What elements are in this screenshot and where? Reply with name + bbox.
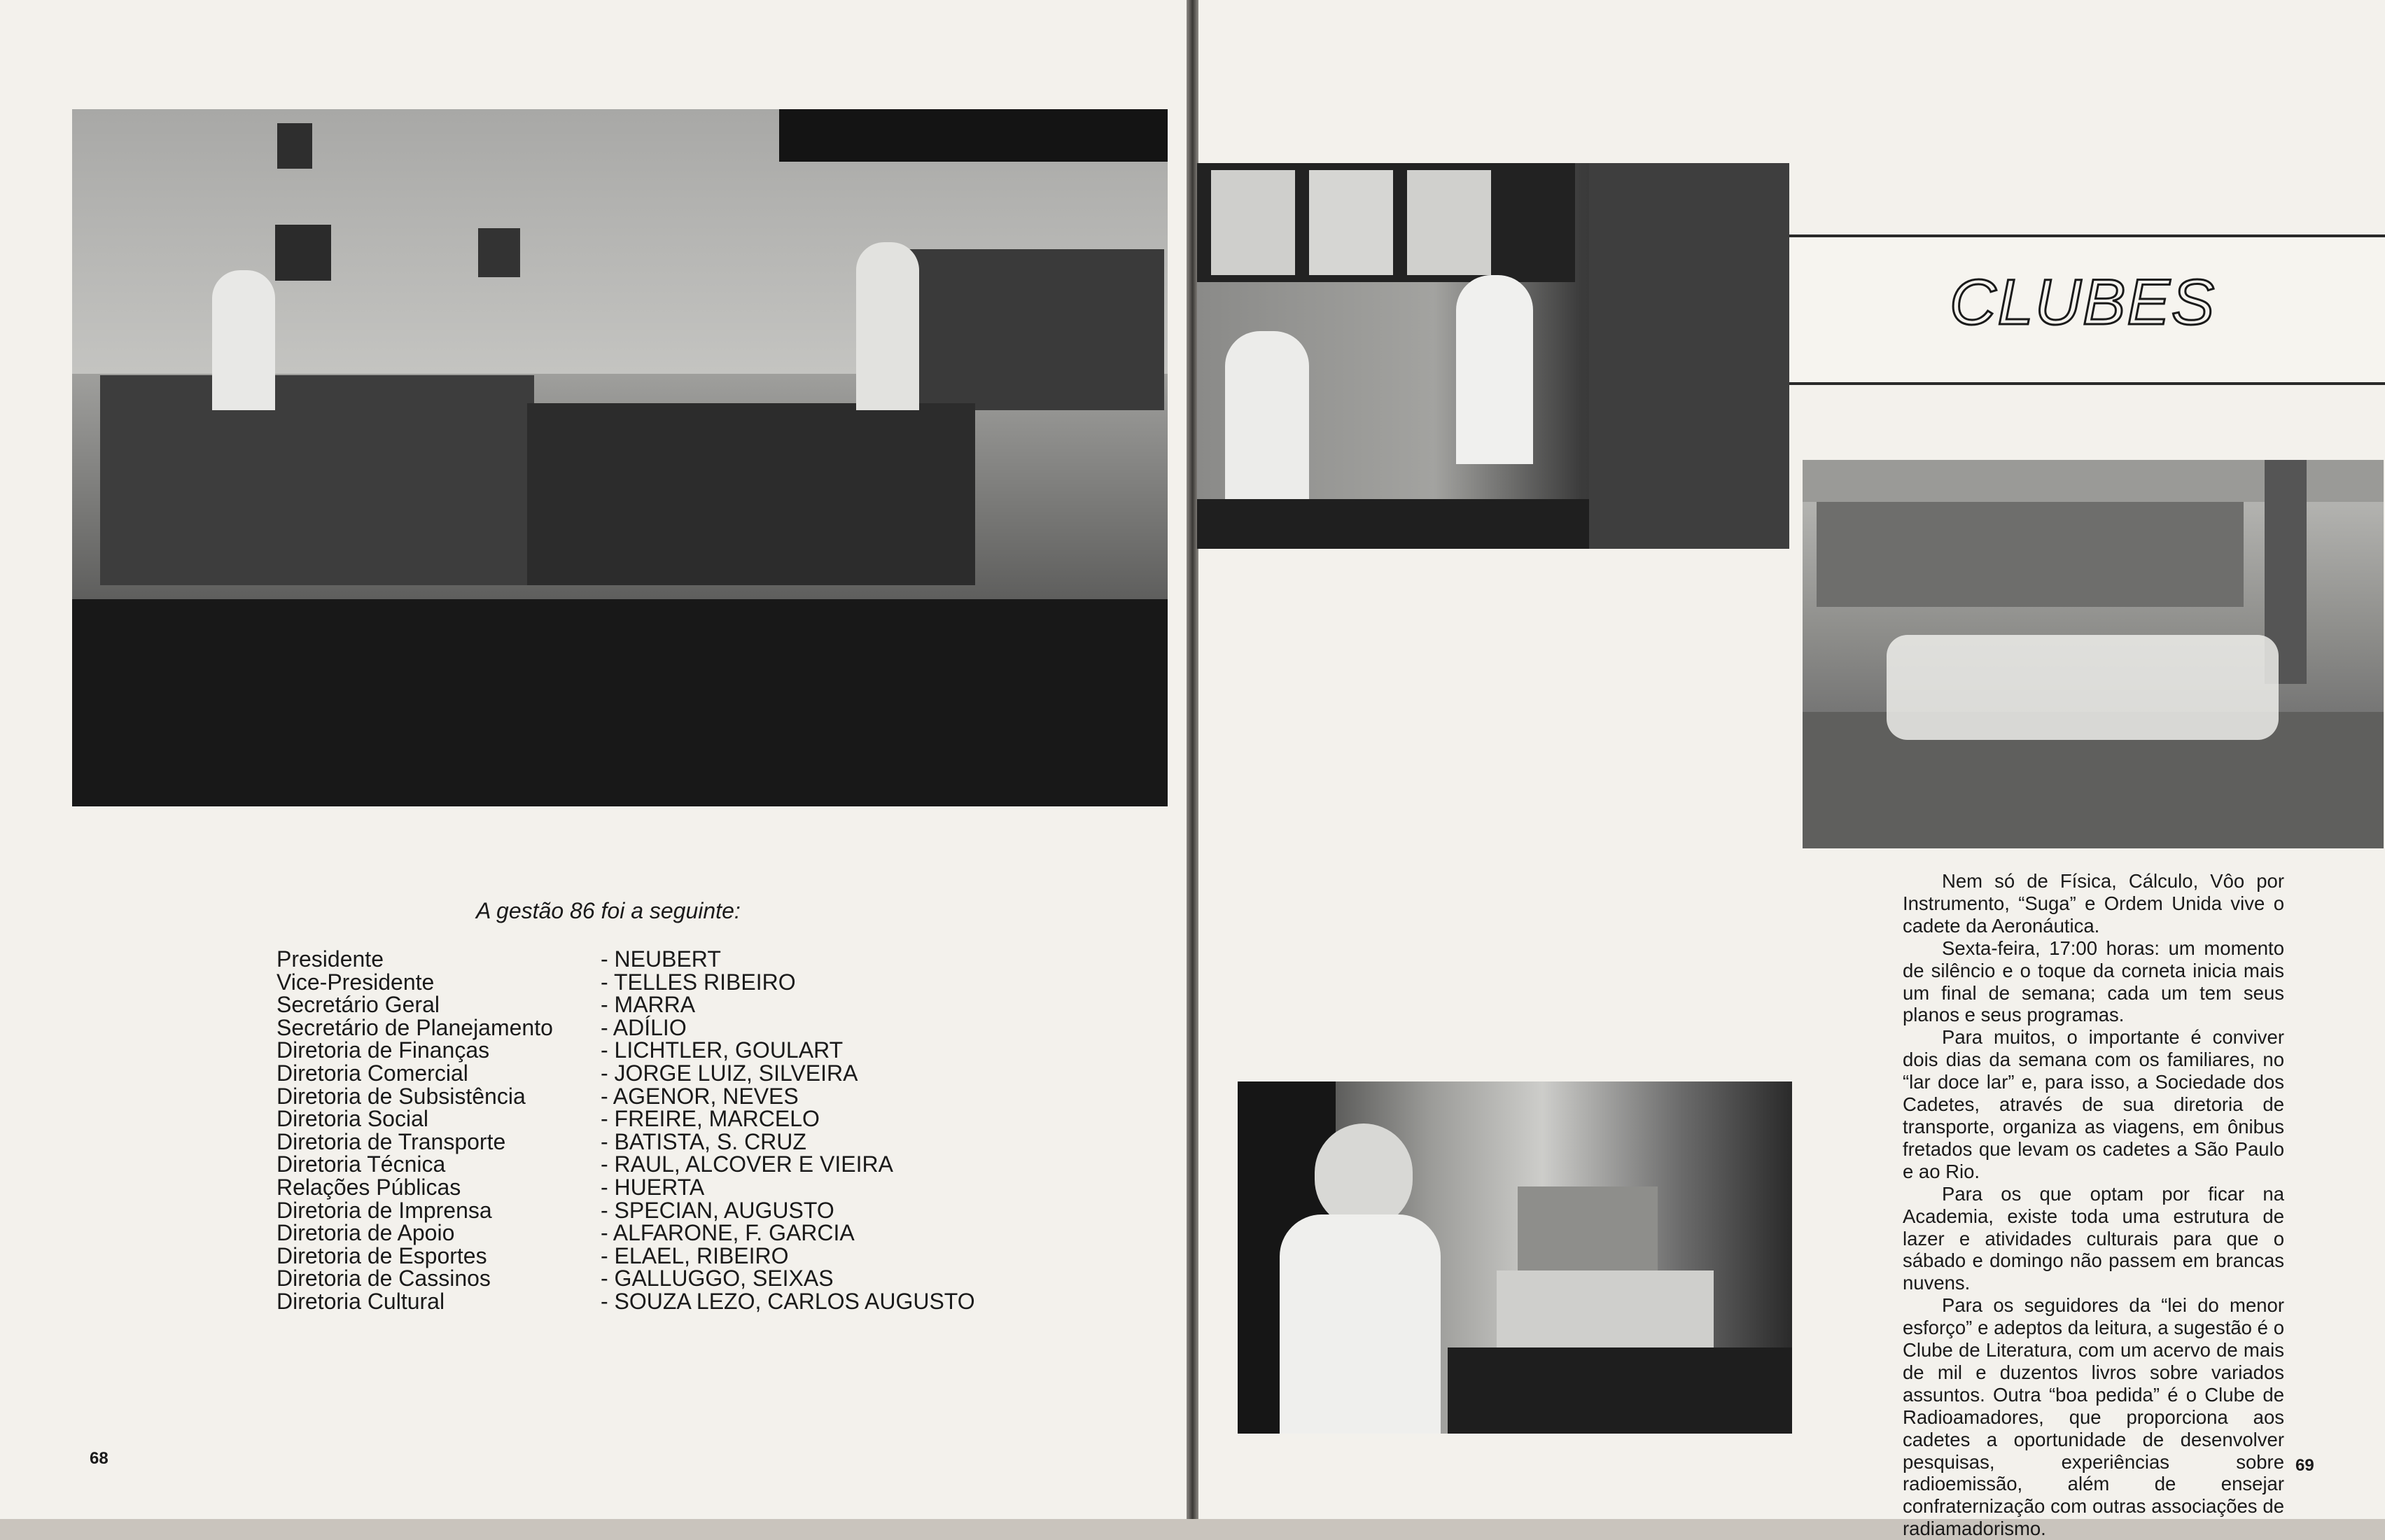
roster-position: Presidente	[277, 946, 384, 972]
roster-position: Relações Públicas	[277, 1174, 461, 1200]
roster-name: - BATISTA, S. CRUZ	[601, 1128, 806, 1154]
roster-name: - LICHTLER, GOULART	[601, 1037, 844, 1063]
roster-name: - AGENOR, NEVES	[601, 1083, 799, 1109]
karate-training-photo	[1803, 460, 2384, 848]
board-caption: A gestão 86 foi a seguinte:	[476, 898, 741, 923]
roster-position: Secretário Geral	[277, 992, 440, 1018]
roster-name: - TELLES RIBEIRO	[601, 969, 796, 995]
roster-position: Vice-Presidente	[277, 969, 435, 995]
article-paragraph: Para os que optam por ficar na Academia, existe toda uma estrutura de lazer e atividades culturais para que o sábado e domingo não passem em brancas nuvens.	[1903, 1182, 2284, 1294]
roster-name: - FREIRE, MARCELO	[601, 1106, 820, 1132]
roster-name: - SPECIAN, AUGUSTO	[601, 1197, 834, 1223]
roster-name: - HUERTA	[601, 1174, 705, 1200]
roster-position: Diretoria de Imprensa	[277, 1197, 492, 1223]
roster-name: - MARRA	[601, 992, 696, 1018]
radio-amateur-photo	[1238, 1082, 1792, 1434]
article-paragraph: Sexta-feira, 17:00 horas: um momento de silêncio e o toque da corneta inicia mais um final de semana; cada um tem seus planos e seus programas.	[1903, 937, 2284, 1026]
roster-position: Diretoria de Cassinos	[277, 1266, 491, 1292]
roster-name: - SOUZA LEZO, CARLOS AUGUSTO	[601, 1288, 975, 1314]
roster-name: - RAUL, ALCOVER E VIEIRA	[601, 1152, 893, 1177]
roster-position: Diretoria Cultural	[277, 1288, 445, 1314]
roster-position: Diretoria de Finanças	[277, 1037, 490, 1063]
office-meeting-photo	[72, 109, 1168, 806]
roster-names	[601, 948, 975, 1313]
roster-position: Diretoria de Subsistência	[277, 1083, 526, 1109]
roster-name: - NEUBERT	[601, 946, 721, 972]
roster-name: - ALFARONE, F. GARCIA	[601, 1220, 855, 1246]
library-reading-photo	[1197, 163, 1789, 549]
roster-name: - ELAEL, RIBEIRO	[601, 1242, 789, 1268]
roster-position: Diretoria de Apoio	[277, 1220, 455, 1246]
roster-position: Diretoria Técnica	[277, 1152, 446, 1177]
article-paragraph: Para muitos, o importante é conviver dois dias da semana com os familiares, no “lar doce lar” e, para isso, a Sociedade dos Cadetes, através de sua diretoria de transporte, organiza as viagens, em ônibus fretados que levam os cadetes a São Paulo e ao Rio.	[1903, 1026, 2284, 1182]
roster-positions	[277, 948, 553, 1313]
roster-position: Secretário de Planejamento	[277, 1014, 553, 1040]
roster-position: Diretoria de Esportes	[277, 1242, 487, 1268]
roster-name: - ADÍLIO	[601, 1014, 687, 1040]
roster-name: - JORGE LUIZ, SILVEIRA	[601, 1060, 858, 1086]
section-title: CLUBES	[1950, 267, 2216, 338]
page-number-left: 68	[90, 1449, 109, 1468]
roster-name: - GALLUGGO, SEIXAS	[601, 1266, 834, 1292]
clubs-article	[1903, 870, 2284, 1540]
roster-position: Diretoria Social	[277, 1106, 428, 1132]
article-paragraph: Para os seguidores da “lei do menor esforço” e adeptos da leitura, a sugestão é o Clube de Literatura, com um acervo de mais de mil e duzentos livros sobre variados assuntos. Outra “boa pedida” é o Clube de Radioamadores, que proporciona aos cadetes a oportunidade de desenvolver pesquisas, experiências sobre radioemissão, além de ensejar confraternização com outras associações de radiamadorismo.	[1903, 1294, 2284, 1540]
roster-position: Diretoria de Transporte	[277, 1128, 506, 1154]
article-paragraph: Nem só de Física, Cálculo, Vôo por Instrumento, “Suga” e Ordem Unida vive o cadete da Aeronáutica.	[1903, 870, 2284, 937]
page-number-right: 69	[2295, 1456, 2314, 1475]
roster-position: Diretoria Comercial	[277, 1060, 468, 1086]
